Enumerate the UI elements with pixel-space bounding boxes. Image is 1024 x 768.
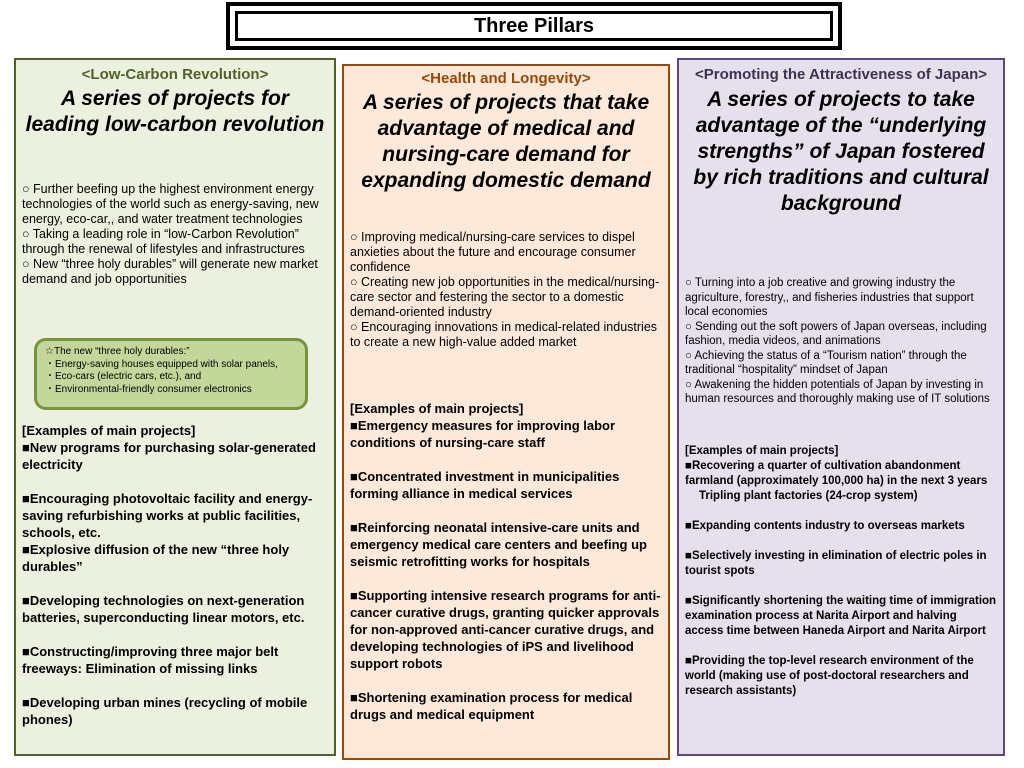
- example-item: ■Supporting intensive research programs for anti-cancer curative drugs, granting quicker approvals for non-approved anti-cancer curative drugs, and developing technologies of iPS and livelihood support robots: [350, 588, 661, 671]
- pillar-subtitle: A series of projects for leading low-carbon revolution: [25, 87, 325, 136]
- point-item: ○ Awakening the hidden potentials of Japan by investing in human resources and thoroughly making use of IT solutions: [685, 378, 990, 405]
- examples-heading: [Examples of main projects]: [22, 423, 196, 438]
- example-item: ■Selectively investing in elimination of electric poles in tourist spots: [685, 550, 987, 577]
- example-item: ■Encouraging photovoltaic facility and energy-saving refurbishing works at public facilities, schools, etc.: [22, 491, 313, 540]
- examples-heading: [Examples of main projects]: [685, 445, 839, 457]
- callout-item: ・Eco-cars (electric cars, etc.), and: [45, 371, 202, 382]
- pillar-heading: <Health and Longevity>: [421, 70, 591, 87]
- point-item: ○ Creating new job opportunities in the medical/nursing-care sector and festering the sector to a domestic demand-oriented industry: [350, 275, 660, 319]
- example-item: ■Reinforcing neonatal intensive-care units and emergency medical care centers and beefing up seismic retrofitting works for hospitals: [350, 520, 647, 569]
- callout-item: ・Energy-saving houses equipped with solar panels,: [45, 358, 278, 370]
- point-item: ○ Turning into a job creative and growing industry the agriculture, forestry,, and fisheries industries that support local economies: [685, 277, 974, 318]
- pillar-health-longevity: [342, 64, 670, 760]
- example-item: ■Recovering a quarter of cultivation abandonment farmland (approximately 100,000 ha) in the next 3 years: [685, 460, 988, 487]
- example-item: ■Developing urban mines (recycling of mobile phones): [22, 695, 308, 727]
- point-item: ○ Taking a leading role in “low-Carbon Revolution” through the renewal of lifestyles and infrastructures: [22, 227, 305, 256]
- page-title: Three Pillars: [235, 11, 833, 41]
- callout-item: ・Environmental-friendly consumer electronics: [45, 383, 252, 395]
- example-item: Tripling plant factories (24-crop system): [699, 490, 918, 502]
- example-item: ■Explosive diffusion of the new “three holy durables”: [22, 542, 290, 574]
- three-holy-durables-callout: [34, 338, 308, 410]
- pillar-heading: <Promoting the Attractiveness of Japan>: [694, 66, 988, 83]
- pillar-subtitle: A series of projects to take advantage of the “underlying strengths” of Japan fostered by rich traditions and cultural background: [693, 88, 989, 215]
- pillar-subtitle: A series of projects that take advantage of medical and nursing-care demand for expanding domestic demand: [361, 91, 651, 192]
- example-item: ■Developing technologies on next-generation batteries, superconducting linear motors, etc.: [22, 593, 305, 625]
- example-item: ■Concentrated investment in municipalities forming alliance in medical services: [350, 469, 620, 501]
- title-frame: [226, 2, 842, 50]
- point-item: ○ Sending out the soft powers of Japan overseas, including fashion, media videos, and animations: [685, 320, 987, 347]
- example-item: ■Expanding contents industry to overseas markets: [685, 520, 965, 532]
- point-item: ○ Improving medical/nursing-care services to dispel anxieties about the future and encourage consumer confidence: [350, 230, 636, 274]
- example-item: ■Significantly shortening the waiting time of immigration examination process at Narita Airport and halving access time between Haneda Airport and Narita Airport: [685, 595, 997, 637]
- point-item: ○ Achieving the status of a “Tourism nation” through the traditional “hospitality” mindset of Japan: [685, 349, 967, 376]
- examples-heading: [Examples of main projects]: [350, 401, 524, 416]
- point-item: ○ Encouraging innovations in medical-related industries to create a new high-value added market: [350, 320, 658, 349]
- example-item: ■New programs for purchasing solar-generated electricity: [22, 440, 316, 472]
- pillar-low-carbon: [14, 58, 336, 756]
- example-item: ■Constructing/improving three major belt freeways: Elimination of missing links: [22, 644, 279, 676]
- point-item: ○ Further beefing up the highest environment energy technologies of the world such as energy-saving, new energy, eco-car,, and water treatment technologies: [22, 182, 319, 226]
- example-item: ■Emergency measures for improving labor conditions of nursing-care staff: [350, 418, 616, 450]
- example-item: ■Shortening examination process for medical drugs and medical equipment: [350, 690, 633, 722]
- pillar-attractiveness-japan: [677, 58, 1005, 756]
- callout-title: ☆The new “three holy durables:”: [45, 346, 190, 357]
- point-item: ○ New “three holy durables” will generate new market demand and job opportunities: [22, 257, 318, 286]
- example-item: ■Providing the top-level research environment of the world (making use of post-doctoral researchers and research assistants): [685, 655, 974, 697]
- pillar-heading: <Low-Carbon Revolution>: [81, 66, 269, 83]
